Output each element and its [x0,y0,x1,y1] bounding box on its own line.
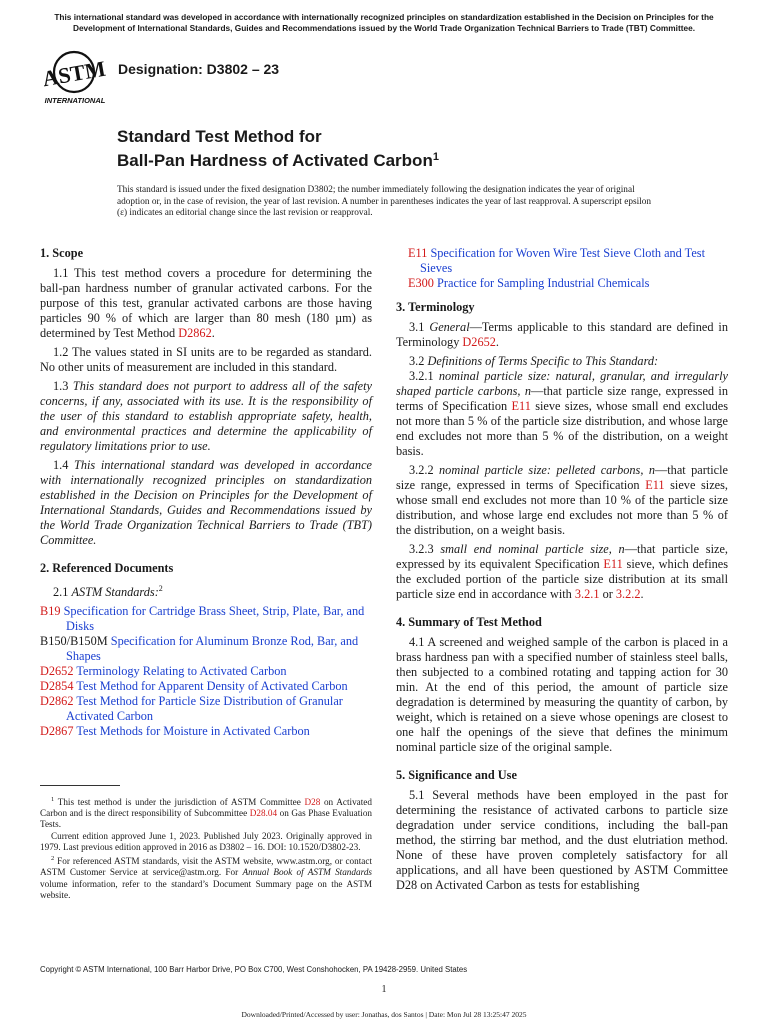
para-5-1: 5.1 Several methods have been employed in the past for determining the resistance of activated carbons to particle size degradation under service conditions, including the ball-pan method, the stirring bar method, and the dust elutriation method. None of these have proven completely satisfactory for all applications, and all have been questioned by ASTM Committee D28 on Activated Carbon as tests for establishing [396,788,728,892]
para-4-1: 4.1 A screened and weighed sample of the carbon is placed in a brass hardness pan with a specified number of stainless steel balls, then subjected to a combined rotating and tapping action for 30 min. At the end of this period, the amount of particle size degradation is determined by measuring the quantity of carbon, by weight, which is retained on a sieve whose openings are closest to one half the openings of the sieve that defines the minimum nominal particle size of the original sample. [396,635,728,754]
para-3-2-3: 3.2.3 small end nominal particle size, n—that particle size, expressed by its equivalent Specification E11 sieve, which defines the excluded portion of the particle size distribution at its small particle size end in accordance with 3.2.1 or 3.2.2. [396,542,729,601]
title-footnote-mark: 1 [432,151,439,163]
footnote-1: $^1$ This test method is under the jurisdiction of ASTM Committee D28 on Activated Carbon and is the direct responsibility of Subcommittee D28.04 on Gas Phase Evaluation Tests. [40,796,373,830]
title-line-2 [117,147,439,171]
download-stamp: Downloaded/Printed/Accessed by user: Jonathas, dos Santos | Date: Mon Jul 28 13:25:47 2025 [241,1010,527,1019]
left-column [40,246,372,739]
section-heading-summary: 4. Summary of Test Method [396,615,542,629]
ref-link-e11[interactable]: E11 [511,399,531,413]
ref-link-d2862[interactable]: D2862 [178,326,212,340]
para-1-3: 1.3 This standard does not purport to address all of the safety concerns, if any, associated with its use. It is the responsibility of the user of this standard to establish appropriate safety, health, and environmental practices and determine the applicability of regulatory limitations prior to use. [40,379,372,453]
reference-item[interactable]: D2867 Test Methods for Moisture in Activated Carbon [40,724,310,739]
tbt-notice: This international standard was developed in accordance with internationally recognized principles on standardization established in the Decision on Principles for the Development of International Standards, Guides and Recommendations issued by the World Trade Organization Technical Barriers to Trade (TBT) Committee. [54,12,714,33]
para-3-2-2: 3.2.2 nominal particle size: pelleted carbons, n—that particle size range, expressed in terms of Specification E11 sieve sizes, whose small end excludes not more than 10 % of the particle size distribution, and whose large end excludes not more than 5 % of the distribution, on a weight basis. [396,463,728,537]
title-line-1: Standard Test Method for [117,127,322,146]
document-title [117,126,439,171]
designation: Designation: D3802 – 23 [118,61,280,77]
para-3-1: 3.1 General—Terms applicable to this standard are defined in Terminology D2652. [396,320,728,349]
section-heading-scope: 1. Scope [40,246,84,260]
ref-link-d28[interactable]: D28 [304,797,321,808]
issuance-note: This standard is issued under the fixed designation D3802; the number immediately following the designation indicates the year of original adoption or, in the case of revision, the year of last revision. A number in parentheses indicates the year of last reapproval. A superscript epsilon (ε) indicates an editorial change since the last revision or reapproval. [117,185,652,218]
title-line-2-text: Ball-Pan Hardness of Activated Carbon [117,151,433,170]
reference-item[interactable]: B150/B150M Specification for Aluminum Bronze Rod, Bar, and Shapes [40,634,359,664]
reference-item[interactable]: D2652 Terminology Relating to Activated Carbon [40,664,287,679]
section-heading-referenced: 2. Referenced Documents [40,561,174,575]
footnote-rule [40,785,120,786]
footnote-1-edition: Current edition approved June 1, 2023. Published July 2023. Originally approved in 1979. Last previous edition approved in 2016 as D3802 – 16. DOI: 10.1520/D3802-23. [40,830,372,852]
para-3-2: 3.2 Definitions of Terms Specific to This Standard: [409,354,659,368]
ref-link-d2652[interactable]: D2652 [462,335,496,349]
para-1-1: 1.1 This test method covers a procedure for determining the ball-pan hardness number of granular activated carbons. For the purpose of this test, granular activated carbons are those having particles 90 % of which are larger than 80 mesh (180 µm) as determined by Test Method D2862. [40,266,372,340]
ref-link-3-2-2[interactable]: 3.2.2 [615,587,641,601]
page-number: 1 [381,984,387,995]
ref-link-3-2-1[interactable]: 3.2.1 [574,587,600,601]
para-1-2: 1.2 The values stated in SI units are to be regarded as standard. No other units of measurement are included in this standard. [40,345,372,374]
para-2-1: 2.1 ASTM Standards:$^2$ [53,584,163,600]
section-heading-terminology: 3. Terminology [396,300,475,314]
para-1-4: 1.4 This international standard was developed in accordance with internationally recognized principles on standardization established in the Decision on Principles for the Development of International Standards, Guides and Recommendations issued by the World Trade Organization Technical Barriers to Trade (TBT) Committee. [40,458,372,547]
reference-item[interactable]: E300 Practice for Sampling Industrial Chemicals [408,276,650,290]
ref-link-d28-04[interactable]: D28.04 [249,808,278,819]
svg-text:INTERNATIONAL: INTERNATIONAL [44,96,106,105]
footnotes [40,794,372,901]
ref-link-e11[interactable]: E11 [603,557,623,571]
para-3-2-1: 3.2.1 nominal particle size: natural, granular, and irregularly shaped particle carbons, n—that particle size range, expressed in terms of Specification E11 sieve sizes, whose small end excludes not more than 5 % of the particle size distribution, and whose large end excludes not more than 5 % of the distribution, on a weight basis. [396,369,729,458]
astm-logo [40,48,110,106]
footnote-2: $^2$ For referenced ASTM standards, visit the ASTM website, www.astm.org, or contact ASTM Customer Service at service@astm.org. For Annual Book of ASTM Standards volume information, refer to the standard’s Document Summary page on the ASTM website. [40,855,372,900]
reference-item[interactable]: E11 Specification for Woven Wire Test Sieve Cloth and Test Sieves [408,246,705,275]
section-heading-significance: 5. Significance and Use [396,768,517,782]
copyright-line: Copyright © ASTM International, 100 Barr Harbor Drive, PO Box C700, West Conshohocken, PA 19428-2959. United States [40,965,468,974]
reference-item[interactable]: B19 Specification for Cartridge Brass Sheet, Strip, Plate, Bar, and Disks [40,604,365,634]
ref-link-e11[interactable]: E11 [645,478,665,492]
reference-item[interactable]: D2854 Test Method for Apparent Density of Activated Carbon [40,679,348,694]
svg-text:ASTM: ASTM [40,55,108,92]
reference-item[interactable]: D2862 Test Method for Particle Size Distribution of Granular Activated Carbon [40,694,343,724]
right-column [396,246,728,897]
